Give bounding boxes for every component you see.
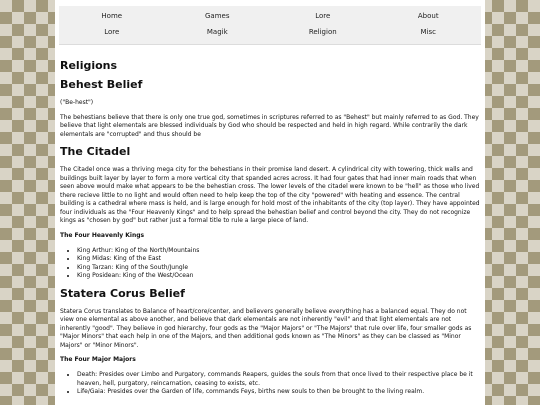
nav-link-lore[interactable]: Lore [315, 12, 331, 20]
nav-link-games[interactable]: Games [205, 12, 230, 20]
nav-link-lore-sub[interactable]: Lore [104, 28, 120, 36]
list-item: • King Midas: King of the East [77, 255, 480, 264]
behest-heading: Behest Belief [60, 78, 143, 91]
nav-link-religion[interactable]: Religion [308, 28, 337, 36]
nav-link-magik[interactable]: Magik [206, 28, 228, 36]
nav-link-about[interactable]: About [417, 12, 439, 20]
statera-heading: Statera Corus Belief [60, 286, 185, 300]
page-title: Religions [60, 59, 118, 72]
list-item: • King Arthur: King of the North/Mountains [77, 247, 480, 256]
nav-bar [59, 6, 481, 45]
list-item: • King Tarzan: King of the South/Jungle [77, 264, 480, 273]
list-item: • King Posidean: King of the West/Ocean [77, 272, 480, 281]
page [55, 0, 485, 405]
nav-link-misc[interactable]: Misc [420, 28, 436, 36]
citadel-heading: The Citadel [60, 145, 131, 158]
list-item: • Life/Gaia: Presides over the Garden of life, commands Feys, births new souls to then be brought to the living realm. [77, 388, 480, 397]
majors-list [60, 371, 480, 397]
nav-link-home[interactable]: Home [101, 12, 123, 20]
nav-row-primary [59, 9, 481, 23]
behest-pronunciation: ("Be-hest") [60, 99, 94, 106]
behest-description: The behestians believe that there is only one true god, sometimes in scriptures referred to as "Behest" but mainly referred to as God. They believe that light elementals are blessed individuals by God who should be respected and held in high regard. While contrarily the dark elementals are "corrupted" and thus should be [60, 113, 479, 138]
statera-description: Statera Corus translates to Balance of heart/core/center, and believers generally believe everything has a balanced equal. They do not view one elemental as above another, and believe that dark elementals are not inherently "evil" and that light elementals are not inherently "good". They believe in god hierarchy, four gods as the "Major Majors" or "The Majors" that rule over life, four smaller gods as "Major Minors" that each help in one of the Majors, and then additional gods known as "The Minors" as they can be classed as "Minor Majors" or "Minor Minors". [60, 307, 472, 349]
kings-list [60, 247, 480, 281]
majors-heading: The Four Major Majors [60, 356, 136, 363]
list-item: • Death: Presides over Limbo and Purgatory, commands Reapers, guides the souls from that once lived to their respective place be it heaven, hell, purgatory, reincarnation, ceasing to exists, etc. [77, 371, 480, 388]
main-content [55, 45, 485, 397]
citadel-description: The Citadel once was a thriving mega city for the behestians in their promise land desert. A cylindrical city with towering, thick walls and buildings built layer by layer to form a more vertical city that spanded acres across. It had four gates that had inner main roads that when seen above would make what appears to be the behestian cross. The lower levels of the citadel were known to be "hell" as those who lived there recieve little to no light and would often need to help keep the top of the city "powered" with heating and essence. The central building is a cathedral where mass is held, and is large enough for hold most of the inhabitants of the city (top layer). They have appointed four individuals as the "Four Heavenly Kings" and to help spread the behestian belief and control beyond the city. They do not recognize kings as "chosen by god" but rather just a formal title to rule a large piece of land. [60, 166, 480, 224]
nav-row-secondary [59, 25, 481, 39]
kings-heading: The Four Heavenly Kings [60, 231, 145, 239]
